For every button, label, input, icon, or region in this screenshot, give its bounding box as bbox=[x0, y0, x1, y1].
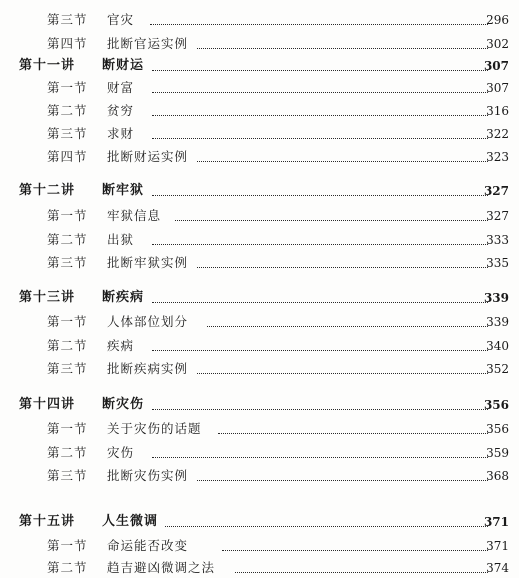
toc-entry-number: 第一节 bbox=[47, 421, 88, 436]
dot-leader bbox=[152, 70, 488, 71]
toc-page-number: 352 bbox=[486, 362, 509, 376]
toc-lecture-row bbox=[0, 395, 519, 415]
toc-entry-title: 人体部位划分 bbox=[107, 314, 189, 329]
toc-section-row bbox=[0, 336, 519, 356]
toc-entry-number: 第四节 bbox=[47, 149, 88, 164]
toc-section-row bbox=[0, 206, 519, 226]
toc-entry-title: 求财 bbox=[107, 126, 135, 141]
toc-entry-number: 第四节 bbox=[47, 36, 88, 51]
toc-entry-title: 官灾 bbox=[107, 12, 135, 27]
toc-entry-title: 断牢狱 bbox=[102, 183, 145, 198]
toc-entry-number: 第二节 bbox=[47, 103, 88, 118]
toc-section-row bbox=[0, 536, 519, 556]
toc-section-row bbox=[0, 443, 519, 463]
toc-entry-number: 第二节 bbox=[47, 560, 88, 575]
toc-entry-number: 第二节 bbox=[47, 445, 88, 460]
toc-page-number: 296 bbox=[486, 13, 509, 27]
toc-page-number: 316 bbox=[486, 104, 509, 118]
toc-entry-title: 人生微调 bbox=[102, 514, 159, 529]
toc-lecture-row bbox=[0, 56, 519, 76]
toc-page-number: 374 bbox=[486, 561, 509, 575]
toc-page-number: 356 bbox=[483, 398, 509, 412]
toc-page-number: 302 bbox=[486, 37, 509, 51]
toc-section-row bbox=[0, 419, 519, 439]
toc-section-row bbox=[0, 34, 519, 54]
toc-entry-number: 第十一讲 bbox=[19, 58, 76, 73]
toc-entry-title: 疾病 bbox=[107, 338, 135, 353]
toc-page-number: 333 bbox=[486, 233, 509, 247]
dot-leader bbox=[197, 161, 488, 162]
toc-lecture-row bbox=[0, 288, 519, 308]
dot-leader bbox=[152, 115, 488, 116]
toc-page-number: 359 bbox=[486, 446, 509, 460]
toc-page-number: 371 bbox=[483, 515, 509, 529]
toc-page-number: 356 bbox=[486, 422, 509, 436]
toc-page-number: 322 bbox=[486, 127, 509, 141]
toc-lecture-row bbox=[0, 181, 519, 201]
dot-leader bbox=[152, 457, 488, 458]
toc-page-number: 368 bbox=[486, 469, 509, 483]
toc-entry-number: 第十三讲 bbox=[19, 290, 76, 305]
toc-page-number: 340 bbox=[486, 339, 509, 353]
toc-lecture-row bbox=[0, 512, 519, 532]
dot-leader bbox=[197, 373, 488, 374]
toc-section-row bbox=[0, 10, 519, 30]
toc-section-row bbox=[0, 466, 519, 486]
toc-entry-title: 关于灾伤的话题 bbox=[107, 421, 202, 436]
dot-leader bbox=[152, 138, 488, 139]
toc-page-number: 371 bbox=[486, 539, 509, 553]
toc-entry-title: 灾伤 bbox=[107, 445, 135, 460]
toc-section-row bbox=[0, 124, 519, 144]
toc-section-row bbox=[0, 230, 519, 250]
toc-section-row bbox=[0, 312, 519, 332]
toc-entry-title: 批断牢狱实例 bbox=[107, 255, 189, 270]
toc-entry-title: 批断财运实例 bbox=[107, 149, 189, 164]
dot-leader bbox=[197, 480, 488, 481]
toc-entry-number: 第一节 bbox=[47, 314, 88, 329]
toc-entry-number: 第一节 bbox=[47, 538, 88, 553]
dot-leader bbox=[152, 350, 488, 351]
dot-leader bbox=[197, 48, 488, 49]
toc-entry-number: 第一节 bbox=[47, 208, 88, 223]
dot-leader bbox=[152, 195, 488, 196]
toc-entry-number: 第十五讲 bbox=[19, 514, 76, 529]
dot-leader bbox=[197, 267, 488, 268]
dot-leader bbox=[207, 326, 488, 327]
dot-leader bbox=[152, 92, 488, 93]
toc-section-row bbox=[0, 359, 519, 379]
toc-section-row bbox=[0, 147, 519, 167]
toc-entry-title: 出狱 bbox=[107, 232, 135, 247]
toc-entry-title: 批断灾伤实例 bbox=[107, 468, 189, 483]
dot-leader bbox=[152, 302, 488, 303]
toc-entry-title: 牢狱信息 bbox=[107, 208, 162, 223]
toc-entry-number: 第十四讲 bbox=[19, 397, 76, 412]
toc-entry-number: 第一节 bbox=[47, 80, 88, 95]
dot-leader bbox=[235, 572, 488, 573]
toc-entry-number: 第三节 bbox=[47, 468, 88, 483]
toc-page-number: 307 bbox=[486, 81, 509, 95]
toc-entry-title: 趋吉避凶微调之法 bbox=[107, 560, 216, 575]
toc-entry-number: 第三节 bbox=[47, 361, 88, 376]
toc-section-row bbox=[0, 253, 519, 273]
toc-page-number: 307 bbox=[483, 59, 509, 73]
dot-leader bbox=[165, 526, 488, 527]
toc-entry-title: 批断官运实例 bbox=[107, 36, 189, 51]
dot-leader bbox=[218, 433, 488, 434]
toc-page-number: 323 bbox=[486, 150, 509, 164]
toc-entry-title: 贫穷 bbox=[107, 103, 135, 118]
toc-entry-title: 财富 bbox=[107, 80, 135, 95]
toc-page-number: 339 bbox=[486, 315, 509, 329]
toc-section-row bbox=[0, 78, 519, 98]
toc-entry-number: 第二节 bbox=[47, 338, 88, 353]
dot-leader bbox=[152, 409, 488, 410]
dot-leader bbox=[152, 244, 488, 245]
toc-entry-title: 断疾病 bbox=[102, 290, 145, 305]
toc-page-number: 339 bbox=[483, 291, 509, 305]
dot-leader bbox=[222, 550, 488, 551]
toc-entry-number: 第二节 bbox=[47, 232, 88, 247]
toc-entry-number: 第三节 bbox=[47, 126, 88, 141]
toc-section-row bbox=[0, 558, 519, 578]
dot-leader bbox=[150, 24, 488, 25]
toc-page-number: 327 bbox=[483, 184, 509, 198]
toc-entry-title: 断财运 bbox=[102, 58, 145, 73]
toc-entry-number: 第三节 bbox=[47, 255, 88, 270]
dot-leader bbox=[175, 220, 488, 221]
toc-entry-title: 命运能否改变 bbox=[107, 538, 189, 553]
toc-entry-number: 第三节 bbox=[47, 12, 88, 27]
toc-entry-number: 第十二讲 bbox=[19, 183, 76, 198]
toc-entry-title: 断灾伤 bbox=[102, 397, 145, 412]
toc-page-number: 335 bbox=[486, 256, 509, 270]
toc-entry-title: 批断疾病实例 bbox=[107, 361, 189, 376]
toc-section-row bbox=[0, 101, 519, 121]
toc-page-number: 327 bbox=[486, 209, 509, 223]
